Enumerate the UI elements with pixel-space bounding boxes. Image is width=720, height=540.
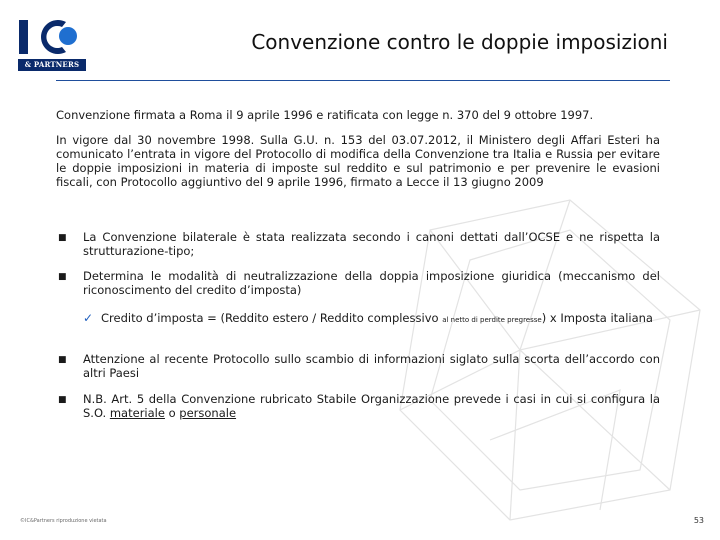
term-materiale: materiale [109,406,165,420]
list-item-text: Determina le modalità di neutralizzazione della doppia imposizione giuridica (meccanismo del riconoscimento del credito d’imposta) [83,269,660,297]
square-bullet-icon: ■ [58,395,67,405]
formula-text [101,311,660,327]
page-title: Convenzione contro le doppie imposizioni [251,30,668,54]
header-divider [56,80,670,81]
list-item-text: La Convenzione bilaterale è stata realizzata secondo i canoni dettati dall’OCSE e ne rispetta la strutturazione-tipo; [83,230,660,258]
square-bullet-icon: ■ [58,272,67,282]
connector-text: o [164,406,180,420]
logo-mark [18,14,86,58]
footer-copyright: ©IC&Partners riproduzione vietata [20,518,107,524]
page-number: 53 [693,516,704,525]
list-item-text: Attenzione al recente Protocollo sullo scambio di informazioni siglato sulla scorta dell’accordo con altri Paesi [83,352,660,380]
paragraph-entry-into-force: In vigore dal 30 novembre 1998. Sulla G.U. n. 153 del 03.07.2012, il Ministero degli Affari Esteri ha comunicato l’entrata in vigore del Protocollo di modifica della Convenzione tra Italia e Russia per evitare le doppie imposizioni in materia di imposte sul reddito e sul patrimonio e per prevenire le evasioni fiscali, con Protocollo aggiuntivo del 9 aprile 1996, firmato a Lecce il 13 giugno 2009 [56,133,660,189]
square-bullet-icon: ■ [58,355,67,365]
formula-part-1: Credito d’imposta = (Reddito estero / Reddito complessivo [101,311,443,325]
term-personale: personale [179,406,237,420]
note-text: N.B. Art. 5 della Convenzione rubricato Stabile Organizzazione prevede i casi in cui si configura la S.O. [83,392,660,420]
paragraph-signing: Convenzione firmata a Roma il 9 aprile 1996 e ratificata con legge n. 370 del 9 ottobre 1997. [56,108,594,122]
checkmark-icon: ✓ [83,311,94,325]
list-item-text [83,392,660,420]
formula-note: al netto di perdite pregresse [442,316,542,324]
square-bullet-icon: ■ [58,233,67,243]
logo-subtitle: & PARTNERS [18,59,86,71]
formula-part-2: ) x Imposta italiana [541,311,653,325]
company-logo [18,14,86,74]
